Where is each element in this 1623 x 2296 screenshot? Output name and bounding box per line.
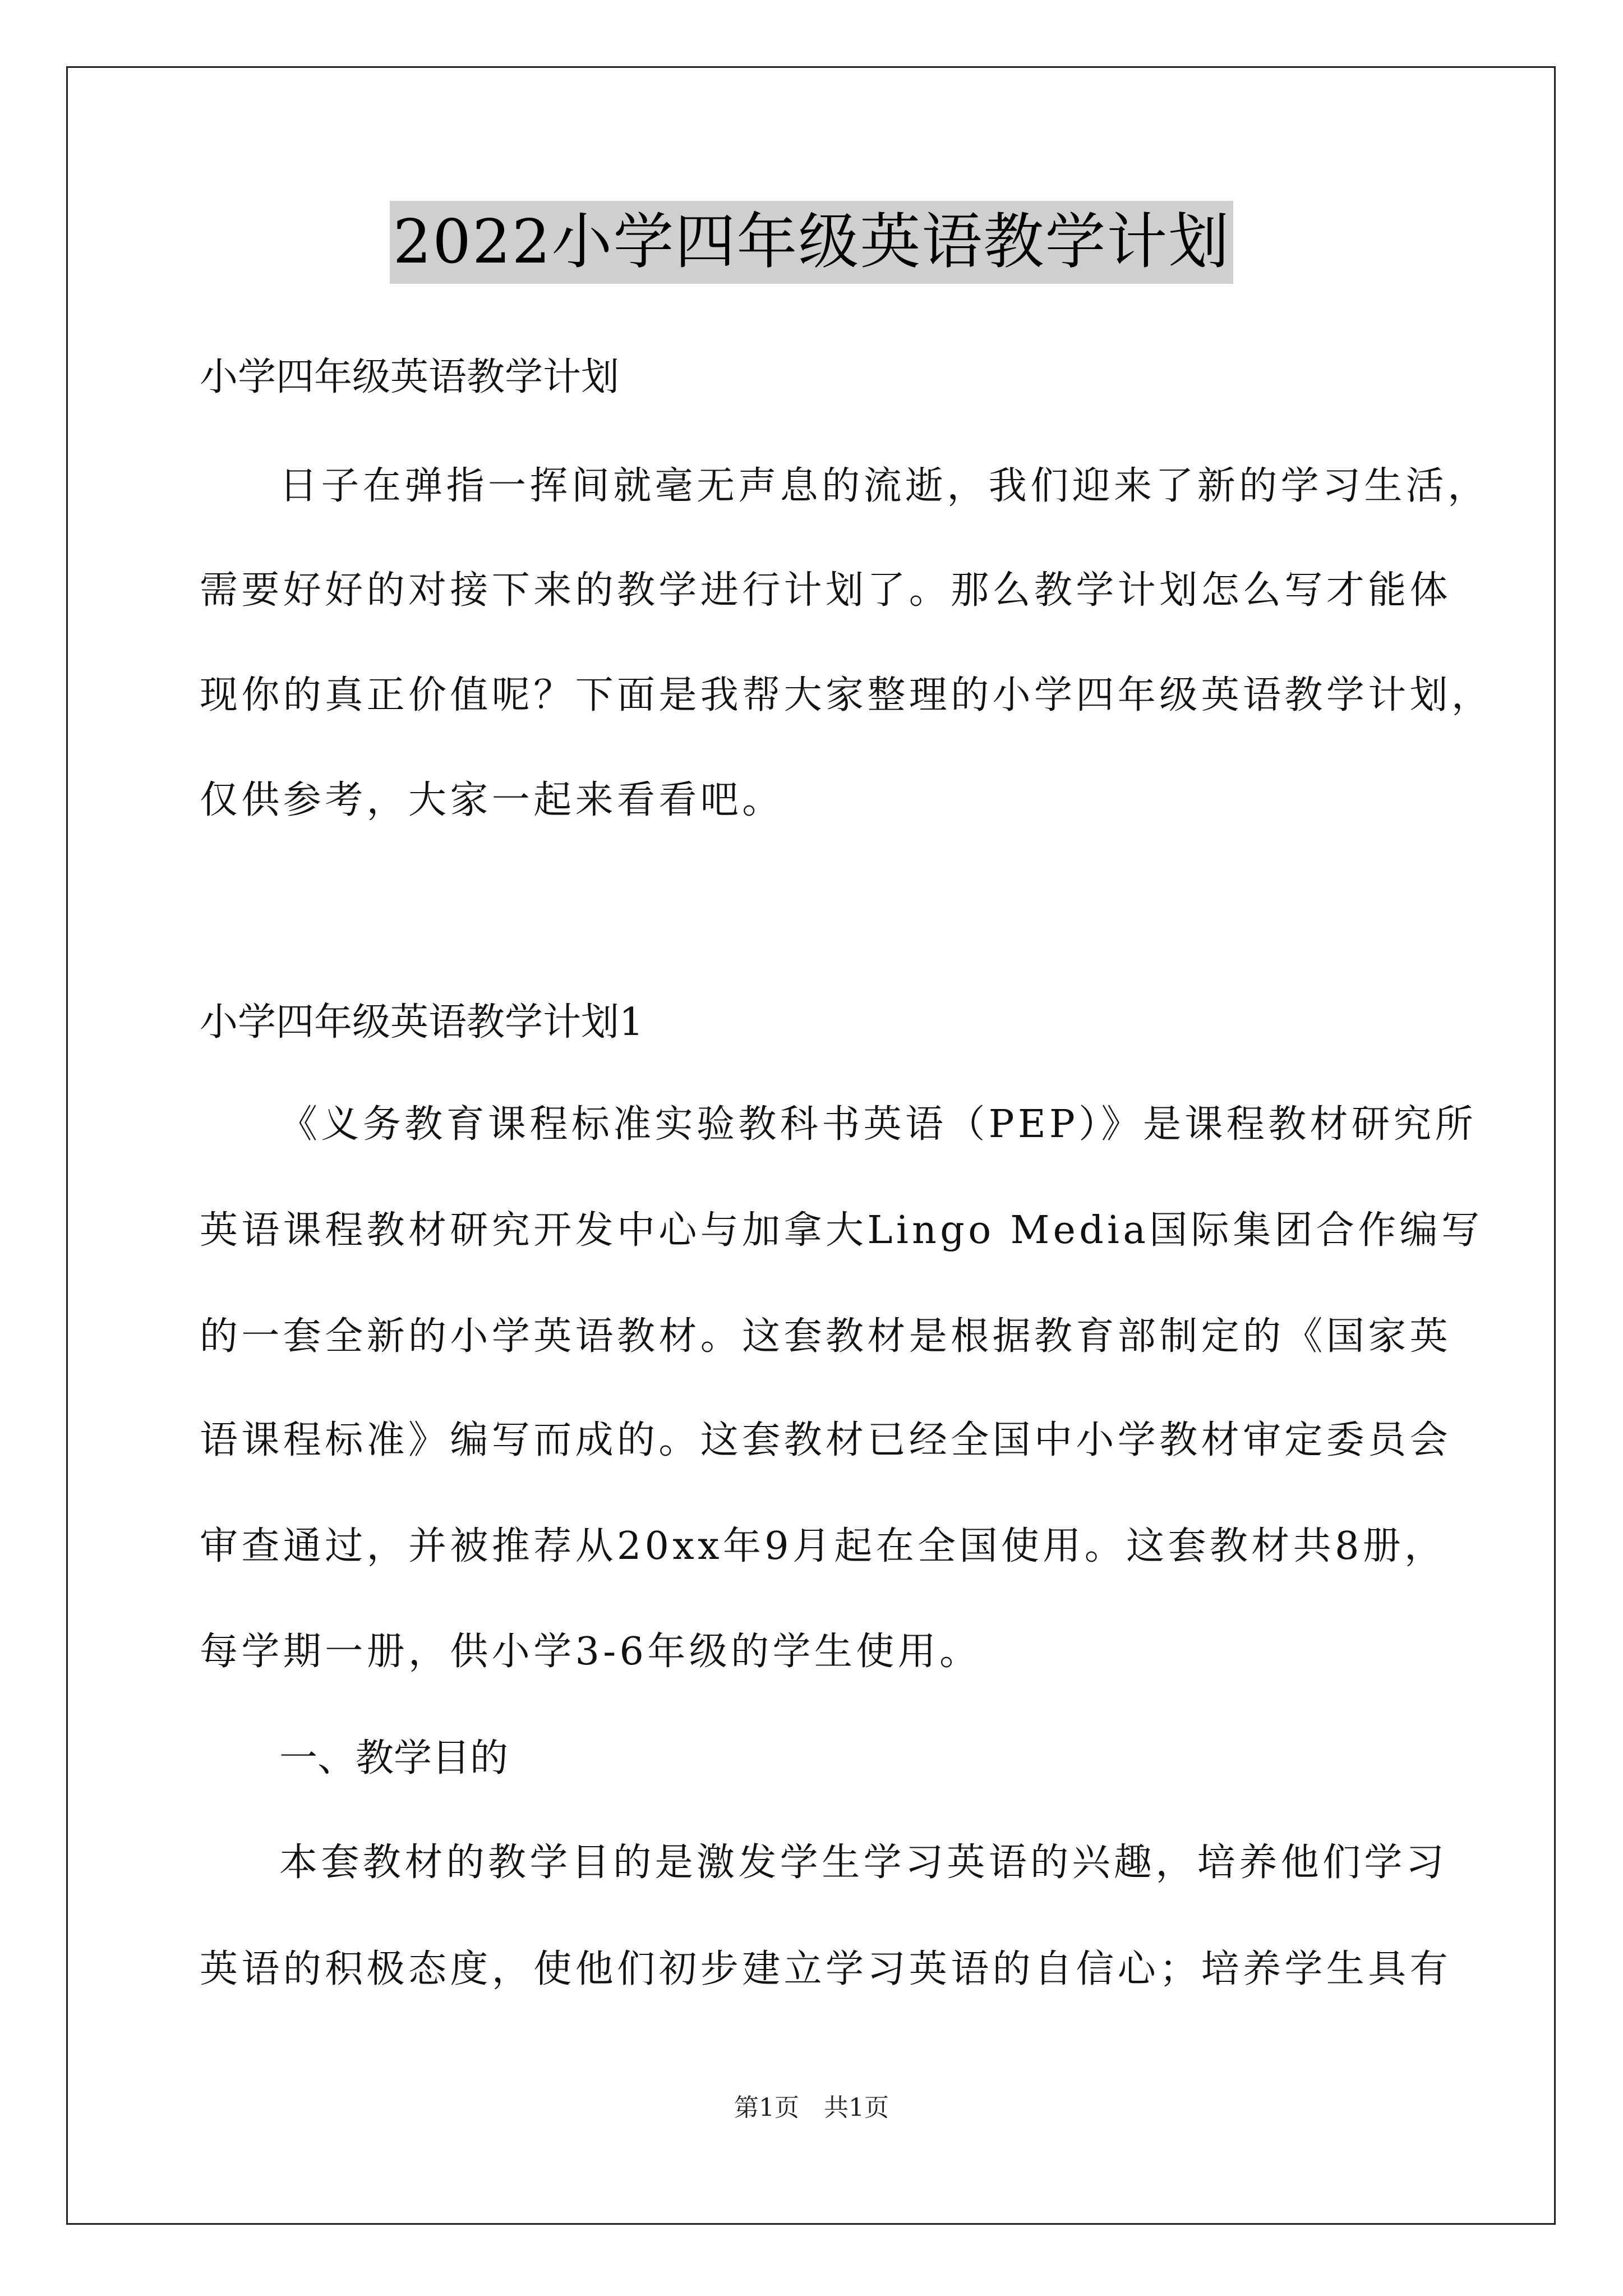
paragraph-line: 《义务教育课程标准实验教科书英语（PEP）》是课程教材研究所	[279, 1102, 1477, 1147]
intro-line: 仅供参考，大家一起来看看吧。	[200, 778, 784, 822]
intro-line: 需要好好的对接下来的教学进行计划了。那么教学计划怎么写才能体	[200, 568, 1452, 613]
paragraph-line: 审查通过，并被推荐从20xx年9月起在全国使用。这套教材共8册，	[200, 1524, 1446, 1568]
intro-line: 日子在弹指一挥间就毫无声息的流逝，我们迎来了新的学习生活，	[279, 464, 1490, 508]
paragraph-line: 英语的积极态度，使他们初步建立学习英语的自信心；培养学生具有	[200, 1947, 1452, 1991]
page-footer: 第1页 共1页	[734, 2093, 889, 2122]
intro-line: 现你的真正价值呢？下面是我帮大家整理的小学四年级英语教学计划，	[200, 673, 1493, 717]
title-container	[0, 201, 1623, 284]
subsection-heading: 一、教学目的	[279, 1736, 509, 1780]
paragraph-line: 语课程标准》编写而成的。这套教材已经全国中小学教材审定委员会	[200, 1418, 1452, 1462]
document-title: 2022小学四年级英语教学计划	[390, 201, 1234, 284]
section-heading: 小学四年级英语教学计划1	[200, 1000, 644, 1045]
section-heading: 小学四年级英语教学计划	[200, 355, 620, 399]
paragraph-line: 英语课程教材研究开发中心与加拿大Lingo Media国际集团合作编写	[200, 1208, 1483, 1253]
paragraph-line: 的一套全新的小学英语教材。这套教材是根据教育部制定的《国家英	[200, 1314, 1452, 1359]
paragraph-line: 每学期一册，供小学3-6年级的学生使用。	[200, 1630, 981, 1674]
paragraph-line: 本套教材的教学目的是激发学生学习英语的兴趣，培养他们学习	[279, 1841, 1448, 1885]
